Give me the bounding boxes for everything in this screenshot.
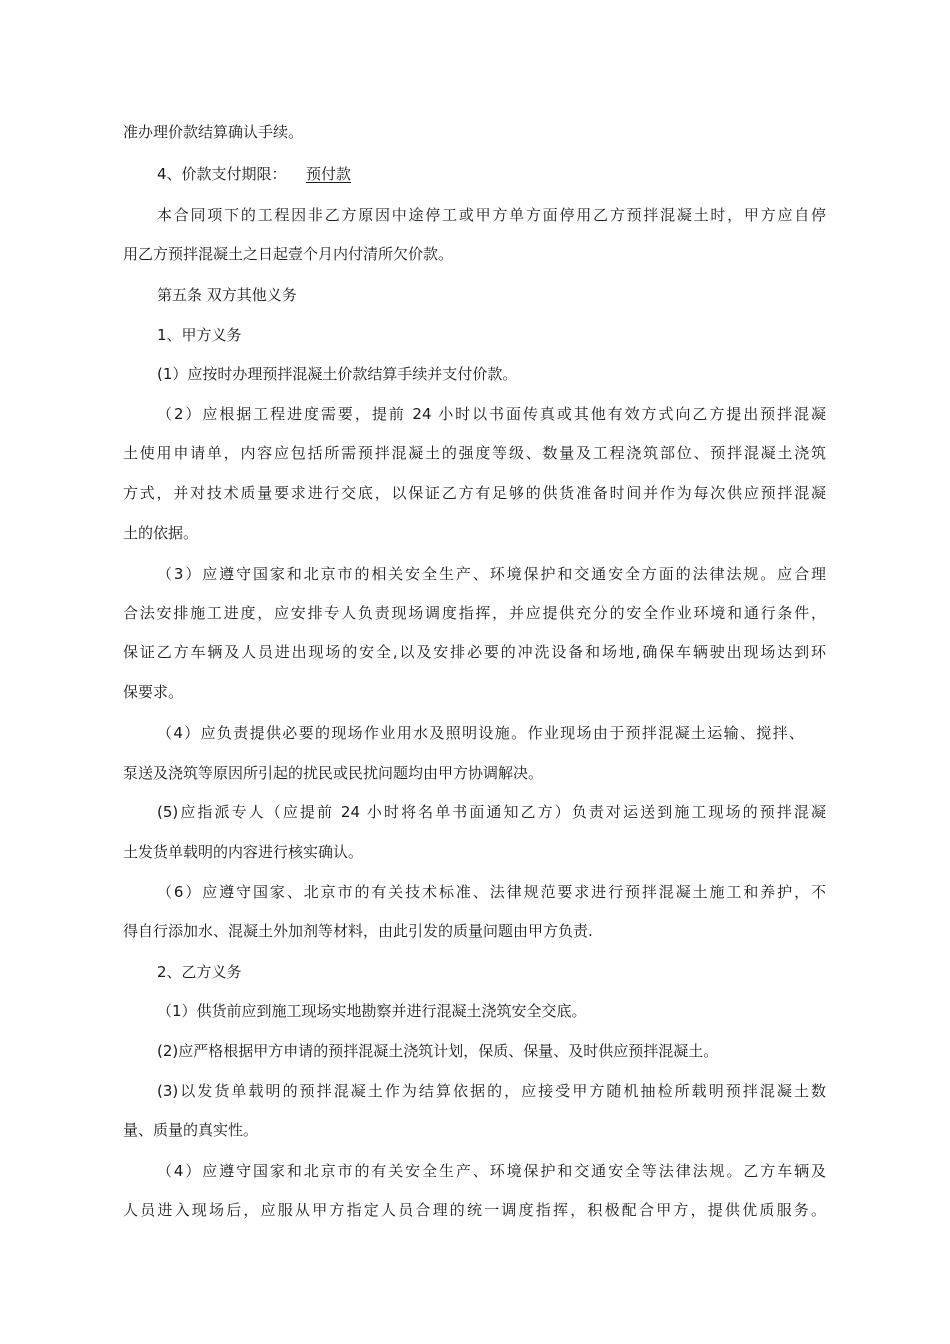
subsection-heading: 2、乙方义务 [157, 963, 242, 981]
list-item: (1）应按时办理预拌混凝土价款结算手续并支付价款。 [157, 365, 518, 383]
text-line: 人员进入现场后，应服从甲方指定人员合理的统一调度指挥，积极配合甲方，提供优质服务。 [123, 1201, 826, 1219]
text-line: 土发货单载明的内容进行核实确认。 [123, 843, 364, 861]
text-line: 保要求。 [123, 683, 184, 701]
list-item: （6）应遵守国家、北京市的有关技术标准、法律规范要求进行预拌混凝土施工和养护，不 [157, 883, 826, 901]
text-line: 本合同项下的工程因非乙方原因中途停工或甲方单方面停用乙方预拌混凝土时，甲方应自停 [157, 206, 826, 224]
text-line: 得自行添加水、混凝土外加剂等材料，由此引发的质量问题由甲方负责. [123, 922, 593, 940]
list-item: (2)应严格根据甲方申请的预拌混凝土浇筑计划，保质、保量、及时供应预拌混凝土。 [157, 1042, 719, 1060]
list-item: （4）应遵守国家和北京市的有关安全生产、环境保护和交通安全等法律法规。乙方车辆及 [157, 1162, 826, 1180]
text-line: 合法安排施工进度，应安排专人负责现场调度指挥，并应提供充分的安全作业环境和通行条件， [123, 604, 826, 622]
subsection-heading: 1、甲方义务 [157, 326, 242, 344]
list-item: （3）应遵守国家和北京市的相关安全生产、环境保护和交通安全方面的法律法规。应合理 [157, 565, 826, 583]
section-heading: 第五条 双方其他义务 [157, 286, 297, 304]
text-line: 准办理价款结算确认手续。 [123, 123, 304, 141]
text-line: 土的依据。 [123, 524, 199, 542]
payment-term-label: 4、价款支付期限： [157, 165, 287, 183]
text-line: 方式，并对技术质量要求进行交底，以保证乙方有足够的供货准备时间并作为每次供应预拌混凝 [123, 484, 826, 502]
text-line: 土使用申请单，内容应包括所需预拌混凝土的强度等级、数量及工程浇筑部位、预拌混凝土浇筑 [123, 444, 826, 462]
payment-term-value: 预付款 [306, 165, 352, 183]
list-item: (5)应指派专人（应提前 24 小时将名单书面通知乙方）负责对运送到施工现场的预拌混凝 [157, 803, 826, 821]
list-item: （4）应负责提供必要的现场作业用水及照明设施。作业现场由于预拌混凝土运输、搅拌、 [157, 724, 804, 742]
list-item: （2）应根据工程进度需要，提前 24 小时以书面传真或其他有效方式向乙方提出预拌混凝 [157, 405, 826, 423]
text-line: 泵送及浇筑等原因所引起的扰民或民扰问题均由甲方协调解决。 [123, 764, 544, 782]
text-line: 量、质量的真实性。 [123, 1121, 259, 1139]
list-item: (3)以发货单载明的预拌混凝土作为结算依据的，应接受甲方随机抽检所载明预拌混凝土数 [157, 1082, 826, 1100]
list-item: （1）供货前应到施工现场实地勘察并进行混凝土浇筑安全交底。 [157, 1002, 587, 1020]
text-line: 保证乙方车辆及人员进出现场的安全,以及安排必要的冲洗设备和场地,确保车辆驶出现场达到环 [123, 643, 826, 661]
text-line: 用乙方预拌混凝土之日起壹个月内付清所欠价款。 [123, 245, 454, 263]
